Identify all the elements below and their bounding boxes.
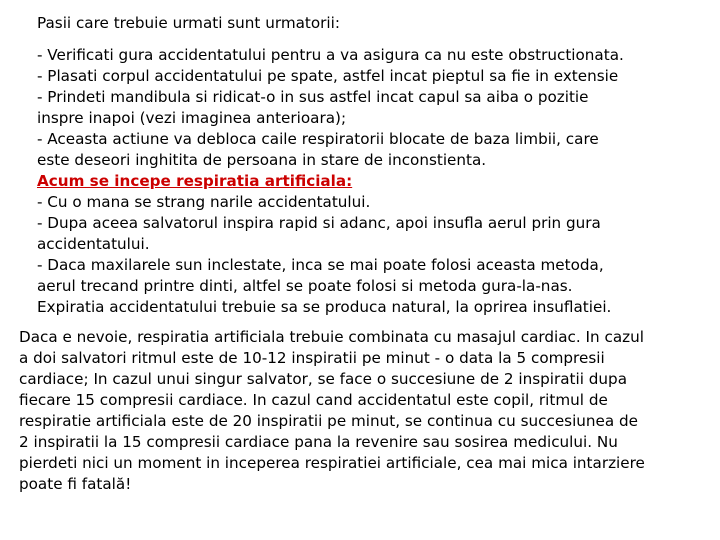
step-line: - Prindeti mandibula si ridicat-o in sus astfel incat capul sa aiba o pozitie (37, 88, 589, 106)
step-line: inspre inapoi (vezi imaginea anterioara); (37, 109, 347, 127)
procedure-line: - Cu o mana se strang narile accidentatului. (37, 193, 371, 211)
paragraph-line: respiratie artificiala este de 20 inspiratii pe minut, se continua cu succesiunea de (19, 412, 639, 430)
procedure-line: aerul trecand printre dinti, altfel se poate folosi si metoda gura-la-nas. (37, 277, 573, 295)
step-line: - Aceasta actiune va debloca caile respiratorii blocate de baza limbii, care (37, 130, 599, 148)
procedure-line: Expiratia accidentatului trebuie sa se produca natural, la oprirea insuflatiei. (37, 298, 612, 316)
paragraph-line: fiecare 15 compresii cardiace. In cazul cand accidentatul este copil, ritmul de (19, 391, 608, 409)
paragraph-line: a doi salvatori ritmul este de 10-12 inspiratii pe minut - o data la 5 compresii (19, 349, 605, 367)
procedure-line: - Daca maxilarele sun inclestate, inca se mai poate folosi aceasta metoda, (37, 256, 604, 274)
slide-title: Pasii care trebuie urmati sunt urmatorii: (37, 14, 340, 32)
step-line: este deseori inghitita de persoana in stare de inconstienta. (37, 151, 487, 169)
red-heading: Acum se incepe respiratia artificiala: (37, 172, 353, 190)
procedure-line: accidentatului. (37, 235, 150, 253)
paragraph-line: pierdeti nici un moment in inceperea respiratiei artificiale, cea mai mica intarziere (19, 454, 645, 472)
paragraph-line: poate fi fatală! (19, 475, 132, 493)
paragraph-line: 2 inspiratii la 15 compresii cardiace pana la revenire sau sosirea medicului. Nu (19, 433, 618, 451)
procedure-line: - Dupa aceea salvatorul inspira rapid si adanc, apoi insufla aerul prin gura (37, 214, 601, 232)
step-line: - Plasati corpul accidentatului pe spate, astfel incat pieptul sa fie in extensie (37, 67, 619, 85)
step-line: - Verificati gura accidentatului pentru a va asigura ca nu este obstructionata. (37, 46, 624, 64)
paragraph-line: Daca e nevoie, respiratia artificiala trebuie combinata cu masajul cardiac. In cazul (19, 328, 644, 346)
paragraph-line: cardiace; In cazul unui singur salvator, se face o succesiune de 2 inspiratii dupa (19, 370, 627, 388)
